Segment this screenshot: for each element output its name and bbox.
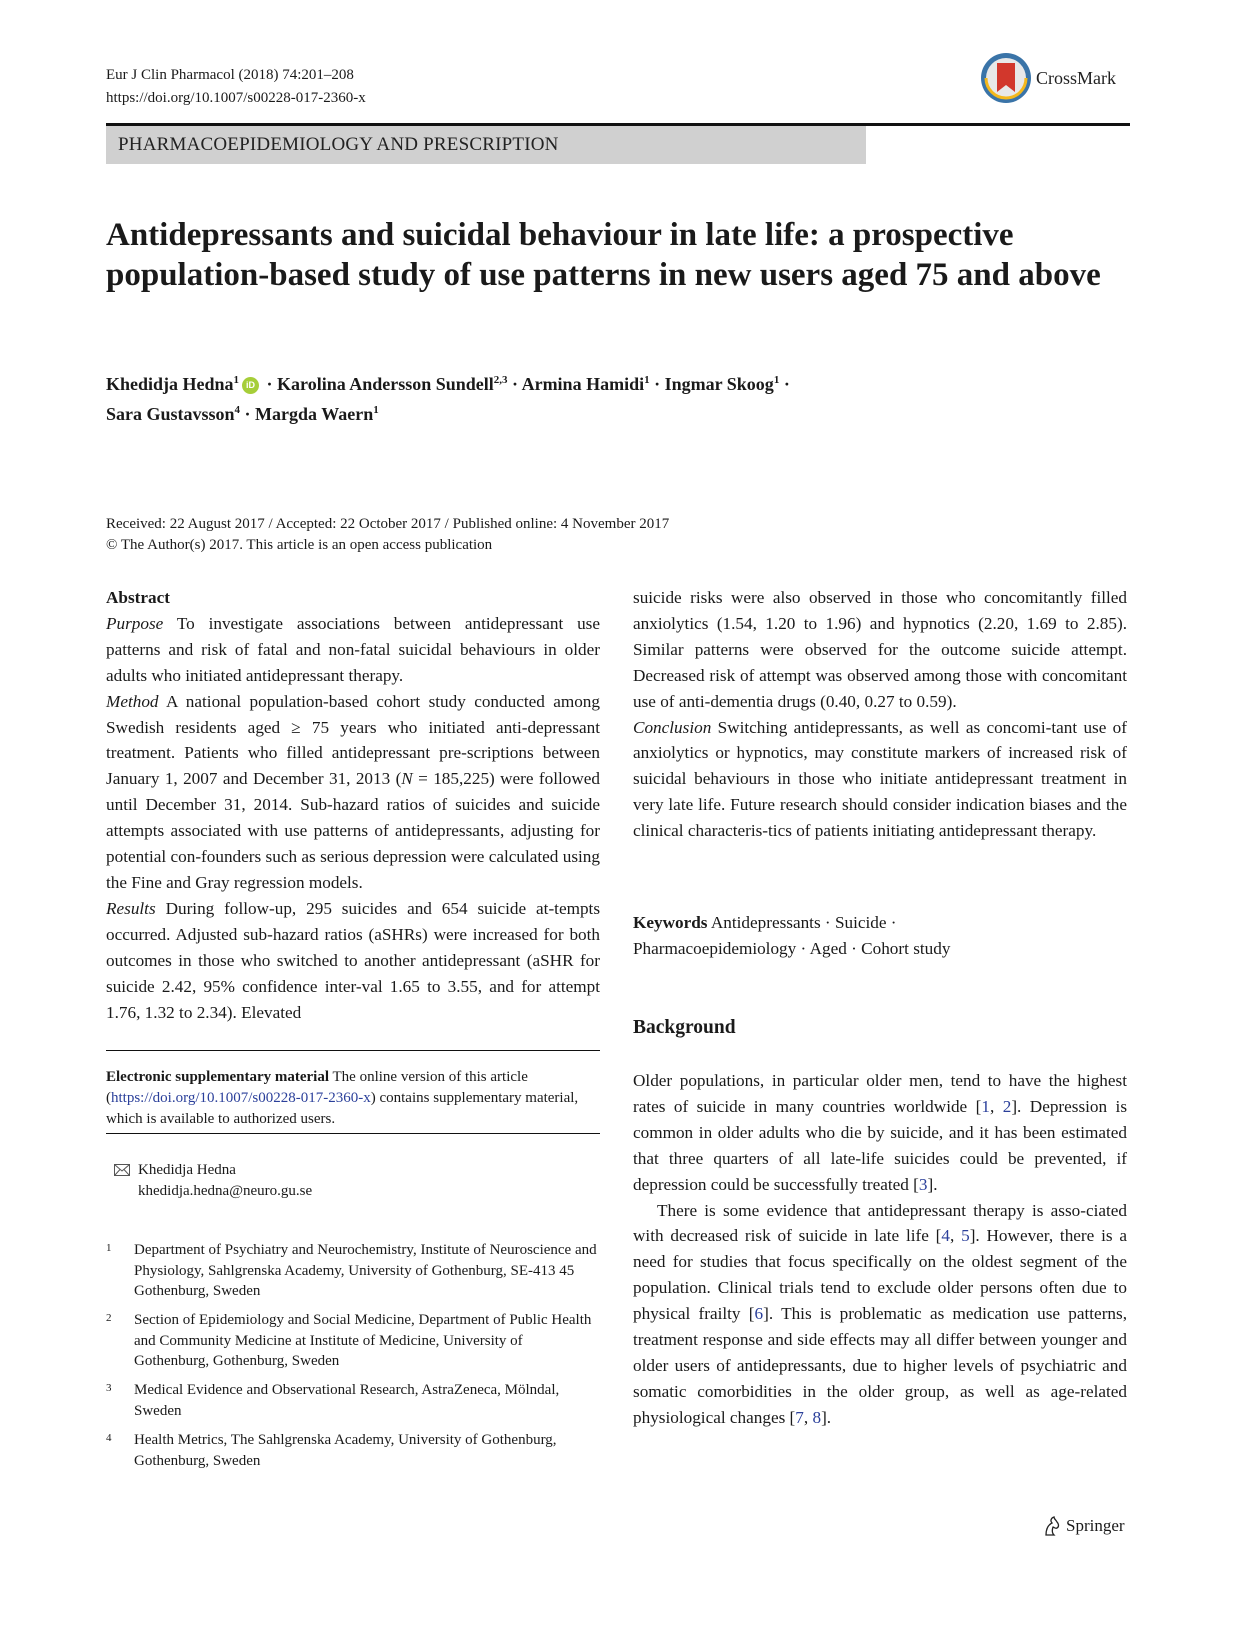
- crossmark-label: CrossMark: [1036, 67, 1116, 88]
- background-text: There is some evidence that antidepressant therapy is asso-ciated with decreased risk of suicide in late life [: [633, 1200, 1127, 1246]
- author-separator: ·: [512, 374, 519, 394]
- affiliation-number: 4: [106, 1432, 112, 1444]
- affiliation: [106, 1310, 600, 1372]
- results-label: Results: [106, 898, 156, 918]
- citation-link[interactable]: 1: [981, 1096, 990, 1116]
- abstract-right: [633, 585, 1127, 844]
- affiliation-number: 2: [106, 1312, 112, 1324]
- corresponding-author: [106, 1160, 600, 1202]
- background-paragraph-1: [633, 1068, 1127, 1198]
- affiliation-text: Medical Evidence and Observational Research, AstraZeneca, Mölndal, Sweden: [134, 1382, 560, 1419]
- author-separator: ·: [266, 374, 273, 394]
- author-name[interactable]: Karolina Andersson Sundell: [277, 374, 494, 394]
- keywords-label: Keywords: [633, 913, 708, 932]
- supplementary-text-a: The online version of this article (: [106, 1069, 528, 1106]
- springer-logo: [1042, 1515, 1125, 1537]
- affiliation-number: 1: [106, 1242, 112, 1254]
- author-list: [106, 367, 1136, 427]
- copyright-icon: ©: [106, 537, 118, 553]
- method-label: Method: [106, 691, 159, 711]
- contact-name: Khedidja Hedna: [138, 1162, 236, 1178]
- springer-horse-icon: [1042, 1515, 1062, 1537]
- conclusion-label: Conclusion: [633, 717, 712, 737]
- background-text: ]. This is problematic as medication use patterns, treatment response and side effects may all differ between younger and older users of antidepressants, due to higher levels of psychiatric and somatic comorbidities in the older group, as well as age-related physiological changes [: [633, 1304, 1127, 1427]
- section-band: [106, 126, 866, 164]
- abstract-purpose: [106, 611, 600, 689]
- conclusion-text: Switching antidepressants, as well as concomi-tant use of anxiolytics or hypnotics, may constitute markers of increased risk of suicidal behaviours in those who initiate antidepressant treatment in very late life. Future research should consider indication biases and the clinical characteris-tics of patients initiating antidepressant therapy.: [633, 717, 1127, 841]
- citation-link[interactable]: 5: [961, 1226, 970, 1246]
- method-text-b: = 185,225) were followed until December 31, 2014. Sub-hazard ratios of suicides and suicide attempts associated with use patterns of antidepressants, adjusting for potential con-founders such as serious depression were calculated using the Fine and Gray regression models.: [106, 769, 600, 892]
- author-affil-sup: 4: [234, 404, 241, 416]
- method-text-a: A national population-based cohort study conducted among Swedish residents aged ≥ 75 years who initiated anti-depressant treatment. Patients who filled antidepressant pre-scriptions between January 1, 2007 and December 31, 2013 (: [106, 691, 600, 789]
- affiliation: [106, 1380, 600, 1421]
- citation-link[interactable]: 7: [795, 1407, 804, 1427]
- publication-dates: [106, 514, 1006, 556]
- background-text: ].: [927, 1174, 938, 1194]
- abstract-method: [106, 689, 600, 896]
- author-affil-sup: 1: [233, 374, 240, 386]
- journal-citation: Eur J Clin Pharmacol (2018) 74:201–208: [106, 67, 354, 83]
- background-text: ].: [821, 1407, 832, 1427]
- author-separator: ·: [244, 404, 251, 424]
- affiliation: [106, 1430, 600, 1471]
- citation-link[interactable]: 6: [754, 1304, 764, 1324]
- supplementary-rule-top: [106, 1050, 600, 1051]
- supplementary-label: Electronic supplementary material: [106, 1069, 330, 1085]
- purpose-label: Purpose: [106, 613, 164, 633]
- background-heading: Background: [633, 1017, 736, 1038]
- author-name[interactable]: Armina Hamidi: [521, 374, 645, 394]
- supplementary-rule-bottom: [106, 1133, 600, 1134]
- article-title: Antidepressants and suicidal behaviour in late life: a prospective population-based study of use patterns in new users aged 75 and above: [106, 217, 1101, 293]
- keywords-line1: Antidepressants · Suicide ·: [710, 913, 897, 932]
- keywords-line2: Pharmacoepidemiology · Aged · Cohort study: [633, 939, 951, 958]
- citation-link[interactable]: 2: [1002, 1096, 1012, 1116]
- citation-separator: ,: [949, 1226, 962, 1246]
- author-affil-sup: 1: [773, 374, 780, 386]
- citation-link[interactable]: 4: [941, 1226, 950, 1246]
- citation-link[interactable]: 3: [918, 1174, 928, 1194]
- abstract-results: [106, 896, 600, 1026]
- background-text: ]. However, there is a need for studies that focus specifically on the oldest segment of the population. Clinical trials tend to exclude older persons often due to physical frailty [: [633, 1226, 1127, 1324]
- affiliation-number: 3: [106, 1382, 112, 1394]
- envelope-icon: [114, 1164, 130, 1176]
- results-text: During follow-up, 295 suicides and 654 suicide at-tempts occurred. Adjusted sub-hazard ratios (aSHRs) were increased for both outcomes in those who switched to another antidepressant (aSHR for suicide 2.42, 95% confidence inter-val 1.65 to 3.55, and for attempt 1.76, 1.32 to 2.34). Elevated: [106, 898, 601, 1022]
- abstract-left: [106, 585, 600, 1025]
- citation-separator: ,: [803, 1407, 813, 1427]
- author-affil-sup: 1: [644, 374, 650, 386]
- crossmark-icon: [980, 52, 1032, 104]
- supplementary-link[interactable]: https://doi.org/10.1007/s00228-017-2360-x: [111, 1090, 371, 1106]
- author-affil-sup: 1: [373, 404, 379, 416]
- orcid-icon[interactable]: iD: [242, 377, 259, 394]
- author-name[interactable]: Margda Waern: [255, 404, 374, 424]
- affiliation: [106, 1240, 600, 1302]
- citation-separator: ,: [989, 1096, 1003, 1116]
- crossmark-badge[interactable]: [980, 50, 1130, 106]
- author-separator: ·: [783, 374, 790, 394]
- copyright-line: [106, 535, 1006, 556]
- author-name[interactable]: Sara Gustavsson: [106, 404, 235, 424]
- background-text: ]. Depression is common in older adults who die by suicide, and it has been estimated that three quarters of all late-life suicides could be prevented, if depression could be successfully treated [: [633, 1096, 1128, 1194]
- affiliation-text: Section of Epidemiology and Social Medicine, Department of Public Health and Community Medicine at Institute of Medicine, University of Gothenburg, Gothenburg, Sweden: [134, 1312, 592, 1369]
- method-n: N: [401, 769, 413, 789]
- section-label: PHARMACOEPIDEMIOLOGY AND PRESCRIPTION: [118, 134, 559, 155]
- results-continued: suicide risks were also observed in those who concomitantly filled anxiolytics (1.54, 1.20 to 1.96) and hypnotics (2.20, 1.69 to 2.85). Similar patterns were observed for the outcome suicide attempt. Decreased risk of attempt was observed among those with concomitant use of anti-dementia drugs (0.40, 0.27 to 0.59).: [633, 588, 1127, 711]
- citation-link[interactable]: 8: [812, 1407, 822, 1427]
- purpose-text: To investigate associations between antidepressant use patterns and risk of fatal and non-fatal suicidal behaviours in older adults who initiated antidepressant therapy.: [106, 613, 600, 685]
- abstract-conclusion: [633, 715, 1127, 845]
- affiliation-text: Department of Psychiatry and Neurochemistry, Institute of Neuroscience and Physiology, Sahlgrenska Academy, University of Gothenburg, SE-413 45 Gothenburg, Sweden: [134, 1242, 597, 1299]
- background-text: Older populations, in particular older men, tend to have the highest rates of suicide in many countries worldwide [: [633, 1071, 1127, 1116]
- background-body: [633, 1068, 1127, 1431]
- dates-line: Received: 22 August 2017 / Accepted: 22 October 2017 / Published online: 4 November 2017: [106, 516, 670, 532]
- supplementary-text-b: ) contains supplementary material, which is available to authorized users.: [106, 1090, 579, 1127]
- affiliation-text: Health Metrics, The Sahlgrenska Academy, University of Gothenburg, Gothenburg, Sweden: [134, 1432, 557, 1469]
- author-name[interactable]: Ingmar Skoog: [664, 374, 774, 394]
- supplementary-note: [106, 1067, 600, 1130]
- contact-email[interactable]: khedidja.hedna@neuro.gu.se: [138, 1183, 313, 1199]
- copyright-text: The Author(s) 2017. This article is an open access publication: [120, 537, 493, 553]
- abstract-heading: Abstract: [106, 588, 170, 607]
- publisher-name: Springer: [1066, 1516, 1125, 1535]
- keywords: [633, 910, 1127, 962]
- author-name[interactable]: Khedidja Hedna: [106, 374, 234, 394]
- author-affil-sup: 2,3: [493, 374, 508, 386]
- author-separator: ·: [654, 374, 661, 394]
- doi-link[interactable]: https://doi.org/10.1007/s00228-017-2360-x: [106, 90, 366, 106]
- background-paragraph-2: [633, 1198, 1127, 1431]
